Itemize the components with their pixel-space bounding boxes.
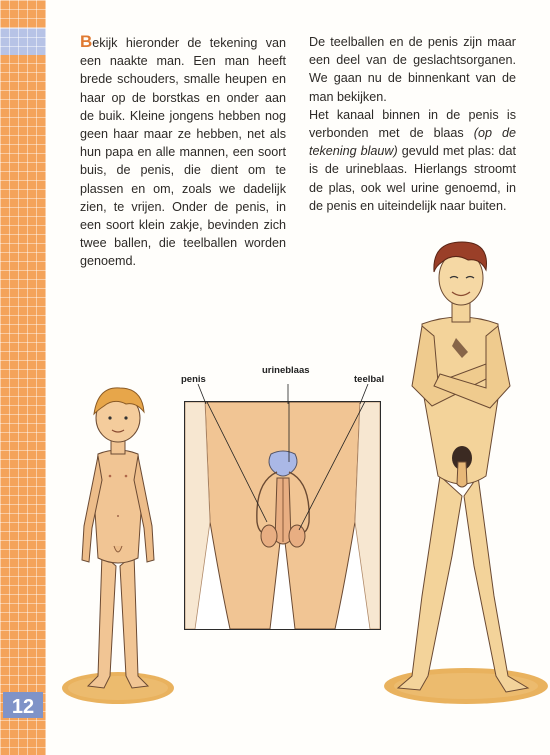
margin-blue-tab bbox=[0, 28, 46, 55]
paragraph-bladder-italic: (op de tekening blauw) bbox=[309, 126, 516, 159]
label-urineblaas: urineblaas bbox=[262, 365, 310, 376]
page-number: 12 bbox=[3, 692, 43, 718]
label-teelbal: teelbal bbox=[354, 374, 385, 385]
paragraph-bladder-text-b: gevuld met plas: dat is de urineblaas. Hierlangs stroomt de plas, ook wel urine genoemd, in de penis en uiteindelijk naar buiten. bbox=[309, 144, 516, 213]
anatomy-diagram-drawing bbox=[185, 402, 380, 629]
paragraph-intro bbox=[80, 33, 286, 271]
boy-illustration bbox=[58, 376, 178, 706]
drop-cap: B bbox=[80, 32, 93, 51]
diagram-leader-lines bbox=[184, 384, 379, 404]
text-column-left bbox=[80, 33, 286, 271]
man-illustration bbox=[382, 236, 550, 706]
page-margin-grid-strip bbox=[0, 0, 46, 755]
paragraph-bladder-text-a: Het kanaal binnen in de penis is verbonden met de blaas bbox=[309, 107, 516, 141]
anatomy-diagram bbox=[184, 401, 381, 630]
paragraph-bladder bbox=[309, 106, 516, 215]
label-penis: penis bbox=[181, 374, 206, 385]
text-column-right bbox=[309, 33, 516, 215]
paragraph-organs: De teelballen en de penis zijn maar een deel van de geslachtsorganen. We gaan nu de binnenkant van de man bekijken. bbox=[309, 35, 516, 104]
paragraph-intro-text: ekijk hieronder de tekening van een naakte man. Een man heeft brede schouders, smalle heupen en haar op de borstkas en onder aan de buik. Kleine jongens hebben nog geen haar maar ze hebben, net als hun papa en alle mannen, een soort buis, de penis, die dient om te plassen en om, zoals we dadelijk zien, te vrijen. Onder de penis, in een soort klein zakje, bevinden zich twee ballen, die teelballen worden genoemd. bbox=[80, 36, 286, 269]
